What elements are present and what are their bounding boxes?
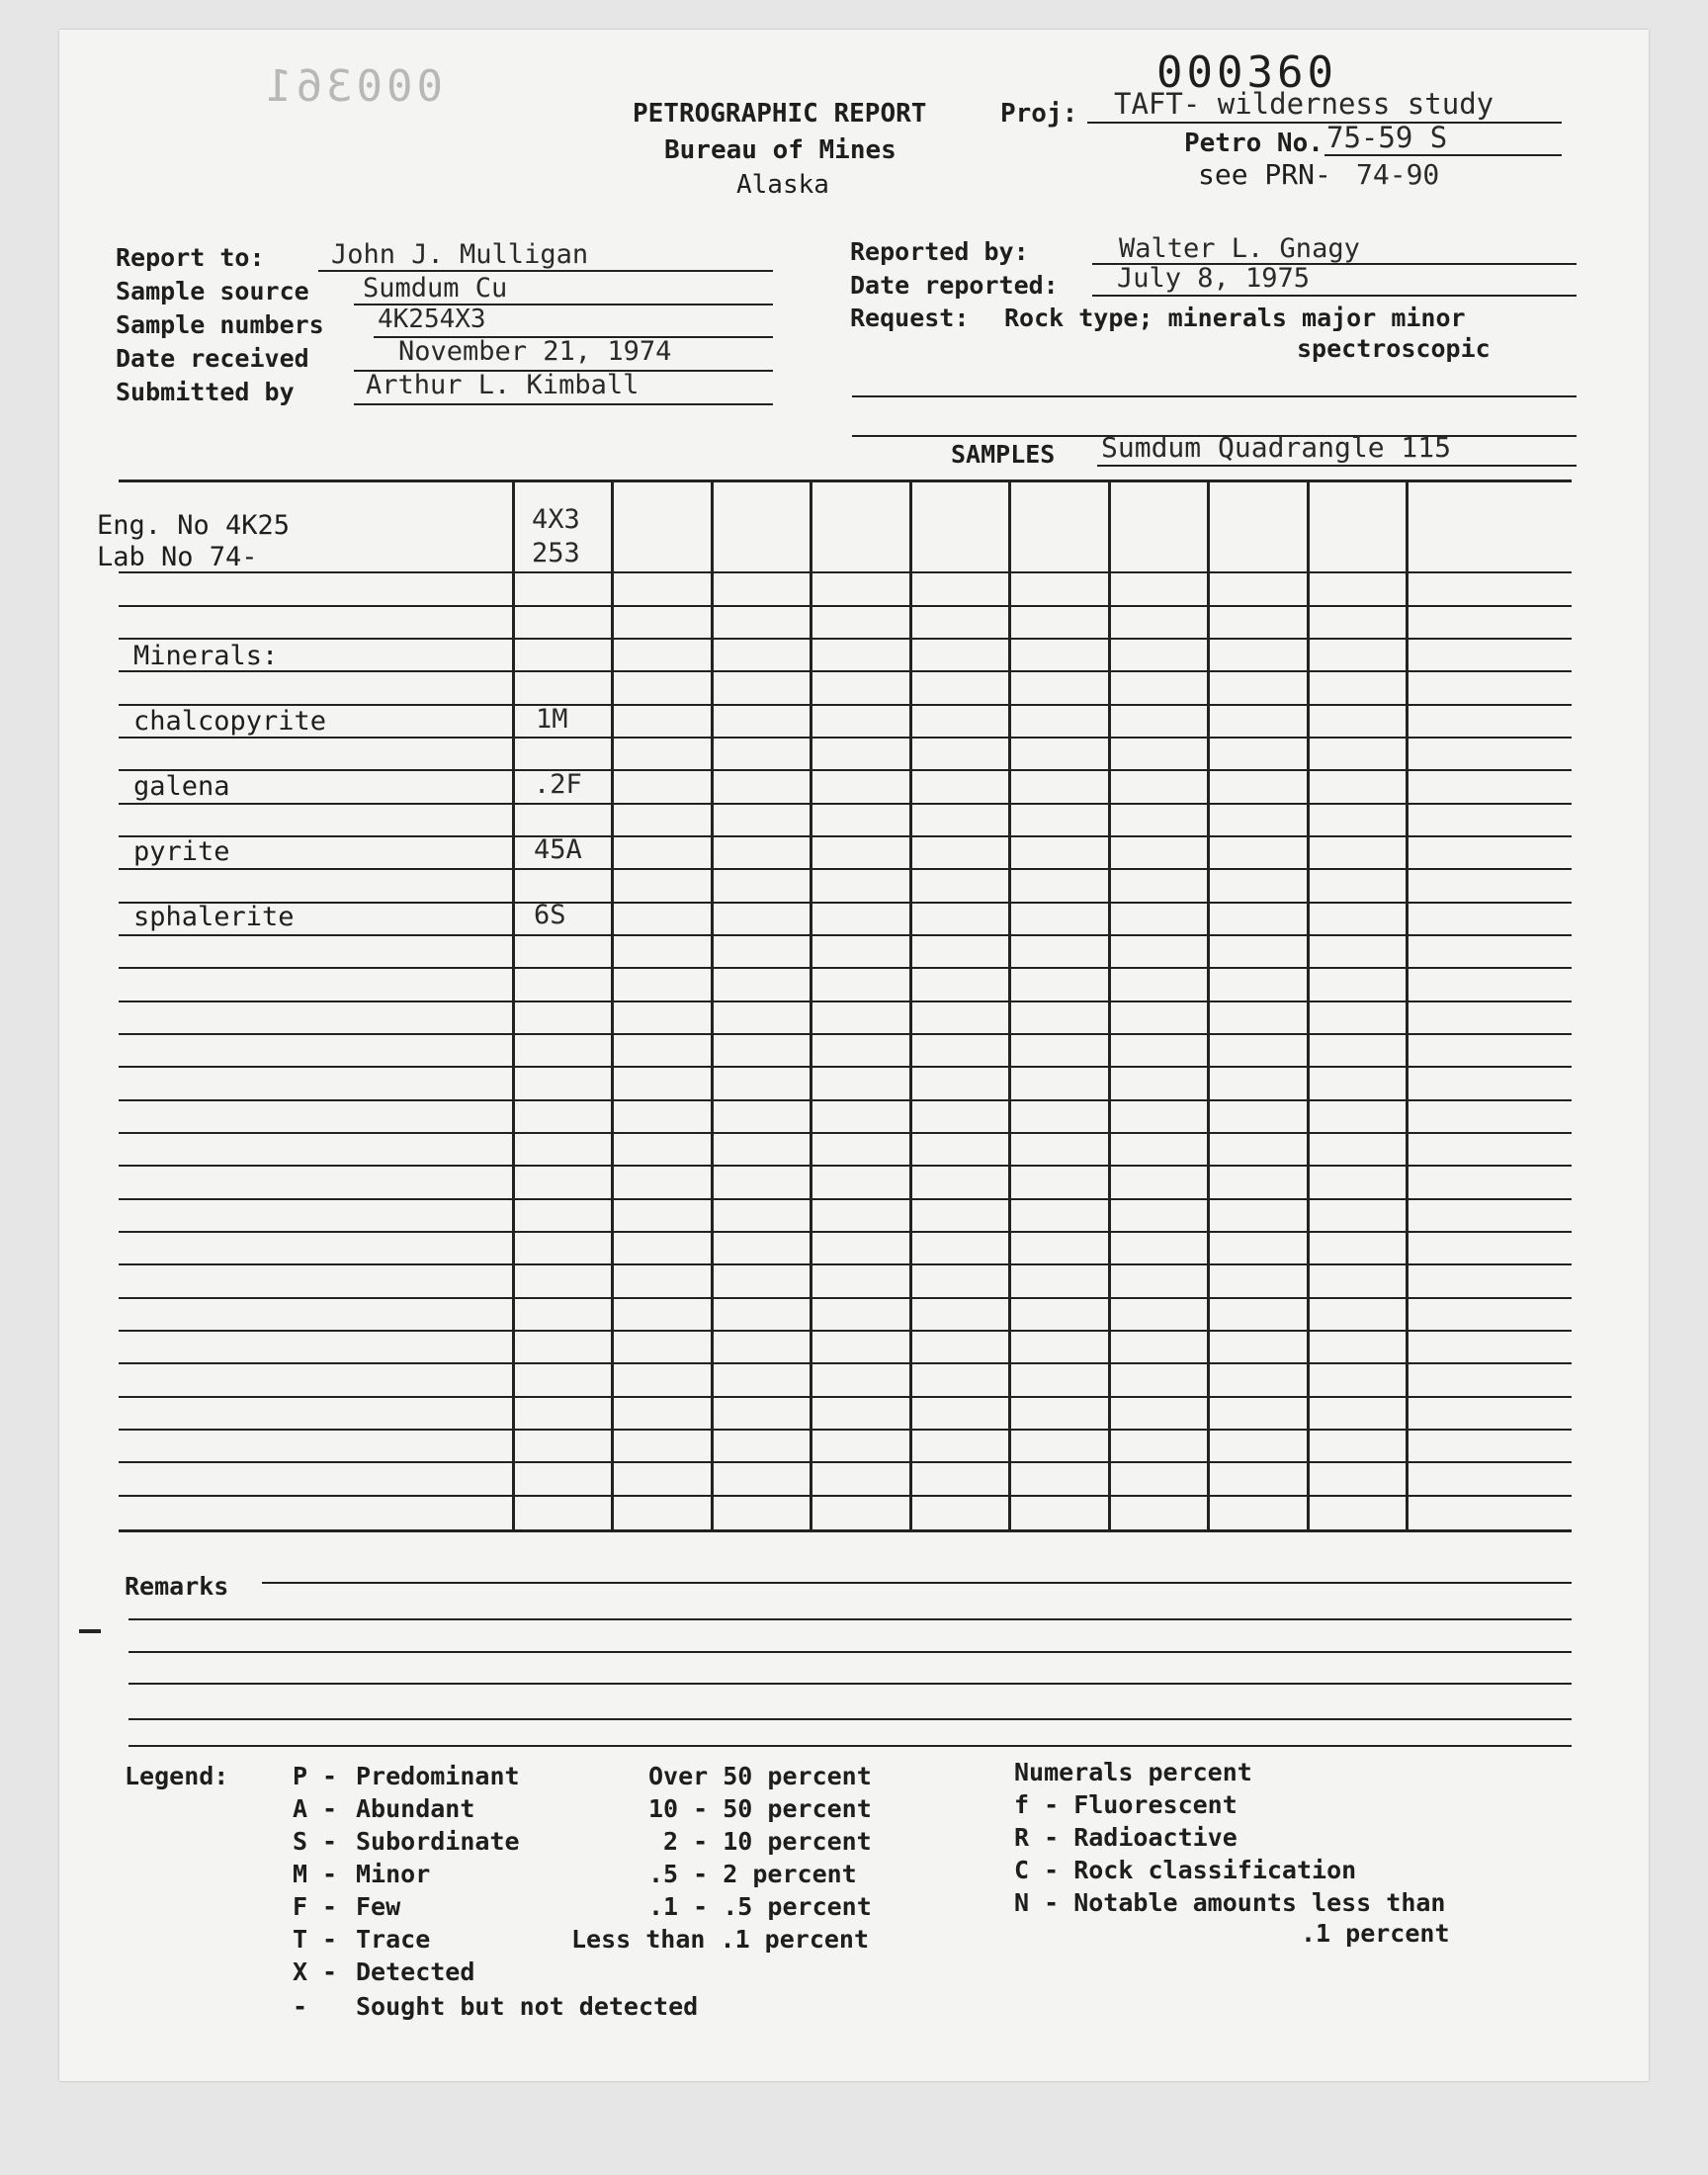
legend-note: N - Notable amounts less than (1014, 1888, 1446, 1917)
request-blank-line-1 (852, 395, 1577, 397)
legend-code: F (293, 1892, 308, 1921)
remarks-line (128, 1718, 1572, 1720)
grid-row-line (119, 1330, 1572, 1332)
date-received-label: Date received (116, 344, 309, 373)
grid-column-line (1406, 482, 1409, 1532)
legend-note: R - Radioactive (1014, 1823, 1238, 1852)
legend-range: .5 - 2 percent (648, 1860, 857, 1888)
legend-range: Over 50 percent (648, 1762, 872, 1790)
report-to-underline (318, 270, 773, 272)
date-reported-value: July 8, 1975 (1117, 263, 1311, 294)
legend-meaning: Trace (356, 1925, 431, 1954)
legend-note: C - Rock classification (1014, 1856, 1357, 1884)
grid-column-line (711, 482, 714, 1532)
mineral-value: 1M (536, 704, 568, 735)
grid-row-line (119, 1297, 1572, 1299)
grid-row-line (119, 704, 1572, 706)
mineral-name: chalcopyrite (133, 706, 327, 737)
remarks-line (262, 1582, 1572, 1584)
legend-note: .1 percent (1301, 1919, 1450, 1948)
grid-column-line (611, 482, 614, 1532)
grid-row-line (119, 1132, 1572, 1134)
grid-column-line (1108, 482, 1111, 1532)
legend-code: - (293, 1992, 308, 2021)
grid-row-line (119, 479, 1572, 482)
request-value-line1: Rock type; minerals major minor (1004, 304, 1466, 332)
legend-note: Numerals percent (1014, 1758, 1252, 1786)
legend-code: X (293, 1958, 308, 1986)
remarks-line (128, 1618, 1572, 1620)
legend-range: Less than .1 percent (571, 1925, 870, 1954)
minerals-heading: Minerals: (133, 641, 279, 671)
mineral-value: 6S (534, 900, 566, 930)
grid-row-line (119, 1396, 1572, 1398)
legend-dash: - (322, 1794, 338, 1823)
grid-row-line (119, 1033, 1572, 1035)
grid-row-line (119, 1263, 1572, 1265)
grid-column-line (810, 482, 812, 1532)
reported-by-value: Walter L. Gnagy (1119, 233, 1360, 264)
grid-row-line (119, 605, 1572, 607)
grid-row-line (119, 737, 1572, 739)
legend-code: M (293, 1860, 308, 1888)
date-reported-underline (1092, 295, 1577, 297)
legend-note: f - Fluorescent (1014, 1790, 1238, 1819)
grid-row-line (119, 1000, 1572, 1002)
grid-column-line (1008, 482, 1011, 1532)
mineral-value: .2F (534, 769, 582, 800)
grid-row-line (119, 1231, 1572, 1233)
date-received-value: November 21, 1974 (398, 336, 672, 367)
grid-row-line (119, 835, 1572, 837)
grid-row-line (119, 803, 1572, 805)
report-page (59, 30, 1649, 2081)
grid-column-line (1307, 482, 1310, 1532)
legend-code: A (293, 1794, 308, 1823)
petro-underline (1324, 154, 1562, 156)
proj-underline (1087, 122, 1562, 124)
eng-number-value: 4X3 (532, 504, 580, 535)
legend-code: S (293, 1827, 308, 1856)
samples-underline (1097, 465, 1577, 467)
submitted-by-value: Arthur L. Kimball (366, 370, 640, 400)
sample-numbers-value: 4K254X3 (378, 304, 486, 334)
legend-meaning: Sought but not detected (356, 1992, 699, 2021)
remarks-line (128, 1683, 1572, 1685)
grid-row-line (119, 769, 1572, 771)
legend-dash: - (322, 1892, 338, 1921)
legend-code: T (293, 1925, 308, 1954)
page-number-stamp: 000360 (1156, 47, 1337, 98)
grid-row-line (119, 967, 1572, 969)
margin-mark (79, 1629, 101, 1633)
legend-dash: - (322, 1925, 338, 1954)
grid-row-line (119, 934, 1572, 936)
grid-column-line (1207, 482, 1210, 1532)
grid-row-line (119, 1362, 1572, 1364)
legend-dash: - (322, 1958, 338, 1986)
grid-row-line (119, 571, 1572, 573)
remarks-line (128, 1745, 1572, 1747)
region-name: Alaska (736, 170, 829, 200)
submitted-by-underline (354, 403, 773, 405)
legend-meaning: Detected (356, 1958, 475, 1986)
grid-row-line (119, 670, 1572, 672)
grid-row-line (119, 638, 1572, 640)
mineral-name: sphalerite (133, 902, 295, 932)
reported-by-label: Reported by: (850, 237, 1029, 266)
see-prn-value: 74-90 (1356, 158, 1440, 191)
grid-row-line (119, 1066, 1572, 1068)
grid-column-line (909, 482, 912, 1532)
legend-meaning: Few (356, 1892, 401, 1921)
grid-row-line (119, 1198, 1572, 1200)
mineral-value: 45A (534, 834, 582, 865)
mirrored-page-stamp: 000361 (262, 61, 443, 112)
legend-meaning: Minor (356, 1860, 431, 1888)
legend-range: 2 - 10 percent (663, 1827, 872, 1856)
legend-dash: - (322, 1827, 338, 1856)
request-value-line2: spectroscopic (1297, 334, 1491, 363)
grid-row-line (119, 1495, 1572, 1497)
grid-row-line (119, 902, 1572, 904)
request-label: Request: (850, 304, 970, 332)
legend-dash: - (322, 1860, 338, 1888)
proj-value: TAFT- wilderness study (1114, 87, 1494, 121)
legend-label: Legend: (125, 1762, 229, 1790)
lab-number-value: 253 (532, 538, 580, 568)
samples-label: SAMPLES (951, 440, 1056, 469)
grid-row-line (119, 1461, 1572, 1463)
report-to-label: Report to: (116, 243, 265, 272)
legend-meaning: Predominant (356, 1762, 520, 1790)
samples-value: Sumdum Quadrangle 115 (1101, 431, 1452, 464)
legend-code: P (293, 1762, 308, 1790)
sample-numbers-label: Sample numbers (116, 310, 324, 339)
legend-range: .1 - .5 percent (648, 1892, 872, 1921)
proj-label: Proj: (1000, 99, 1078, 129)
remarks-label: Remarks (125, 1572, 229, 1601)
legend-meaning: Abundant (356, 1794, 475, 1823)
legend-dash: - (322, 1762, 338, 1790)
remarks-line (128, 1651, 1572, 1653)
sample-source-value: Sumdum Cu (363, 273, 508, 304)
sample-source-label: Sample source (116, 277, 309, 305)
agency-name: Bureau of Mines (664, 135, 897, 165)
grid-column-line (512, 482, 515, 1532)
see-prn-label: see PRN- (1198, 158, 1331, 191)
legend-range: 10 - 50 percent (648, 1794, 872, 1823)
lab-number-label: Lab No 74- (97, 542, 258, 572)
grid-row-line (119, 1165, 1572, 1167)
grid-row-line (119, 1529, 1572, 1532)
grid-row-line (119, 868, 1572, 870)
mineral-name: galena (133, 771, 230, 802)
date-reported-label: Date reported: (850, 271, 1059, 300)
submitted-by-label: Submitted by (116, 378, 295, 406)
grid-row-line (119, 1099, 1572, 1101)
petro-label: Petro No. (1184, 129, 1324, 158)
eng-number-label: Eng. No 4K25 (97, 510, 291, 541)
report-to-value: John J. Mulligan (331, 239, 589, 270)
report-title: PETROGRAPHIC REPORT (633, 99, 927, 129)
legend-meaning: Subordinate (356, 1827, 520, 1856)
petro-value: 75-59 S (1326, 121, 1448, 154)
grid-row-line (119, 1429, 1572, 1431)
mineral-name: pyrite (133, 836, 230, 867)
